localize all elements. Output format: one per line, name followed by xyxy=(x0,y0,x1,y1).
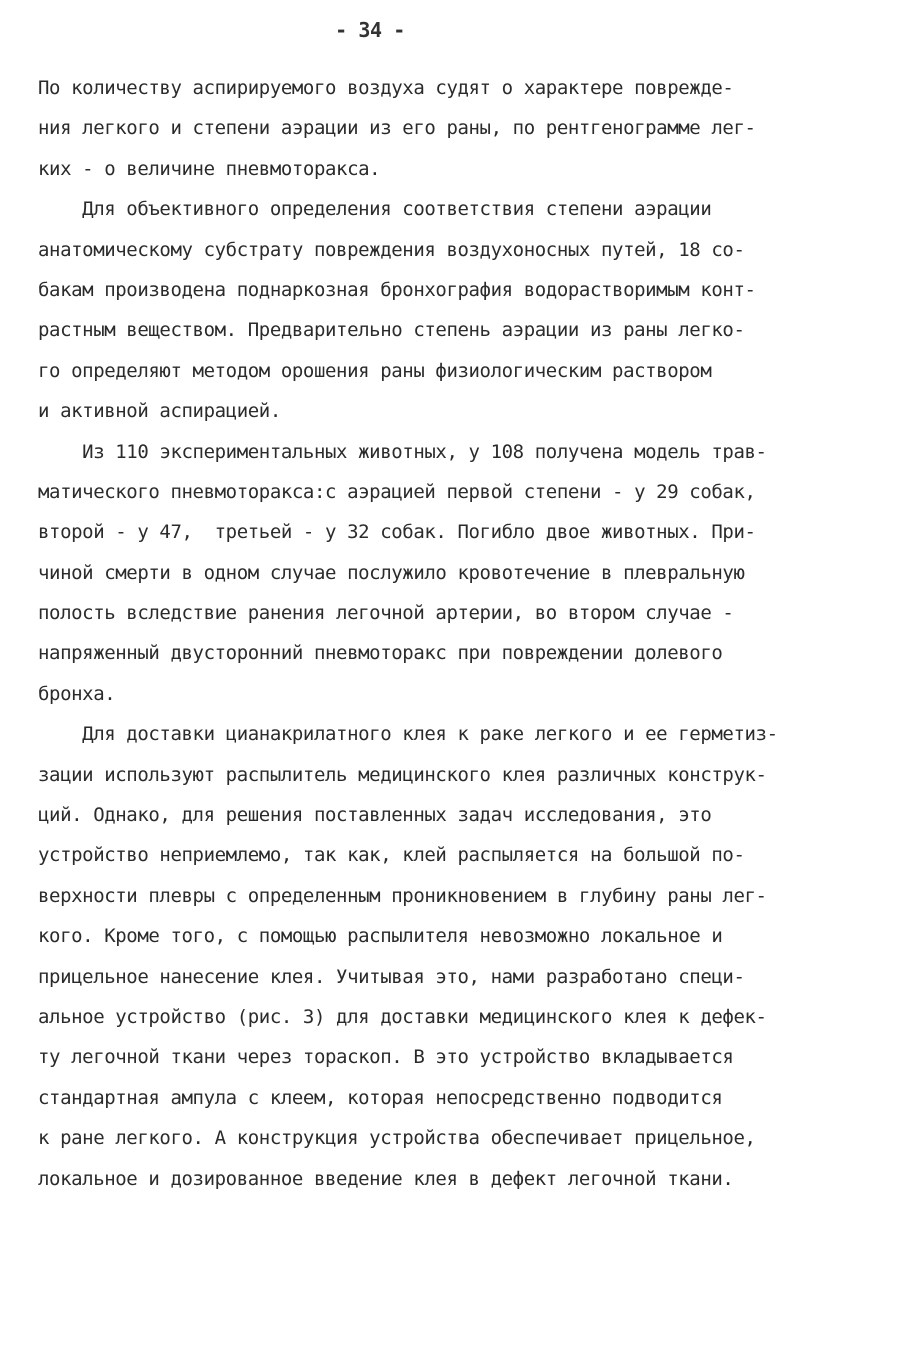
text-line: ния легкого и степени аэрации из его раны, по рентгенограмме лег- xyxy=(38,117,756,140)
text-line: кого. Кроме того, с помощью распылителя невозможно локальное и xyxy=(38,925,723,948)
text-line: Для объективного определения соответствия степени аэрации xyxy=(38,198,712,221)
text-line: го определяют методом орошения раны физиологическим раствором xyxy=(38,359,712,382)
text-line: прицельное нанесение клея. Учитывая это, нами разработано специ- xyxy=(38,965,745,988)
text-line: бакам производена поднаркозная бронхография водорастворимым конт- xyxy=(38,278,756,301)
text-line: Для доставки цианакрилатного клея к раке легкого и ее герметиз- xyxy=(38,723,778,746)
text-line: чиной смерти в одном случае послужило кровотечение в плевральную xyxy=(38,561,745,584)
text-line: верхности плевры с определенным проникновением в глубину раны лег- xyxy=(38,884,767,907)
text-line: устройство неприемлемо, так как, клей распыляется на большой по- xyxy=(38,844,745,867)
text-line: бронха. xyxy=(38,682,116,705)
text-line: анатомическому субстрату повреждения воздухоносных путей, 18 со- xyxy=(38,238,745,261)
text-line: Из 110 экспериментальных животных, у 108 получена модель трав- xyxy=(38,440,767,463)
text-line: матического пневмоторакса:с аэрацией первой степени - у 29 собак, xyxy=(38,480,756,503)
text-line: полость вследствие ранения легочной артерии, во втором случае - xyxy=(38,602,734,625)
text-line: ций. Однако, для решения поставленных задач исследования, это xyxy=(38,804,712,827)
text-line: и активной аспирацией. xyxy=(38,400,281,423)
page-number: - 34 - xyxy=(335,18,405,42)
text-line: зации используют распылитель медицинского клея различных конструк- xyxy=(38,763,767,786)
body-text xyxy=(38,68,868,1199)
text-line: напряженный двусторонний пневмоторакс при повреждении долевого xyxy=(38,642,723,665)
text-line: к ране легкого. А конструкция устройства обеспечивает прицельное, xyxy=(38,1127,756,1150)
text-line: По количеству аспирируемого воздуха судят о характере поврежде- xyxy=(38,77,734,99)
text-line: второй - у 47, третьей - у 32 собак. Погибло двое животных. При- xyxy=(38,521,756,544)
text-line: стандартная ампула с клеем, которая непосредственно подводится xyxy=(38,1086,723,1109)
text-line: ту легочной ткани через тораскоп. В это устройство вкладывается xyxy=(38,1046,734,1069)
text-line: растным веществом. Предварительно степень аэрации из раны легко- xyxy=(38,319,745,342)
text-line: локальное и дозированное введение клея в дефект легочной ткани. xyxy=(38,1167,734,1190)
text-line: ких - о величине пневмоторакса. xyxy=(38,157,381,180)
text-line: альное устройство (рис. 3) для доставки медицинского клея к дефек- xyxy=(38,1005,767,1028)
